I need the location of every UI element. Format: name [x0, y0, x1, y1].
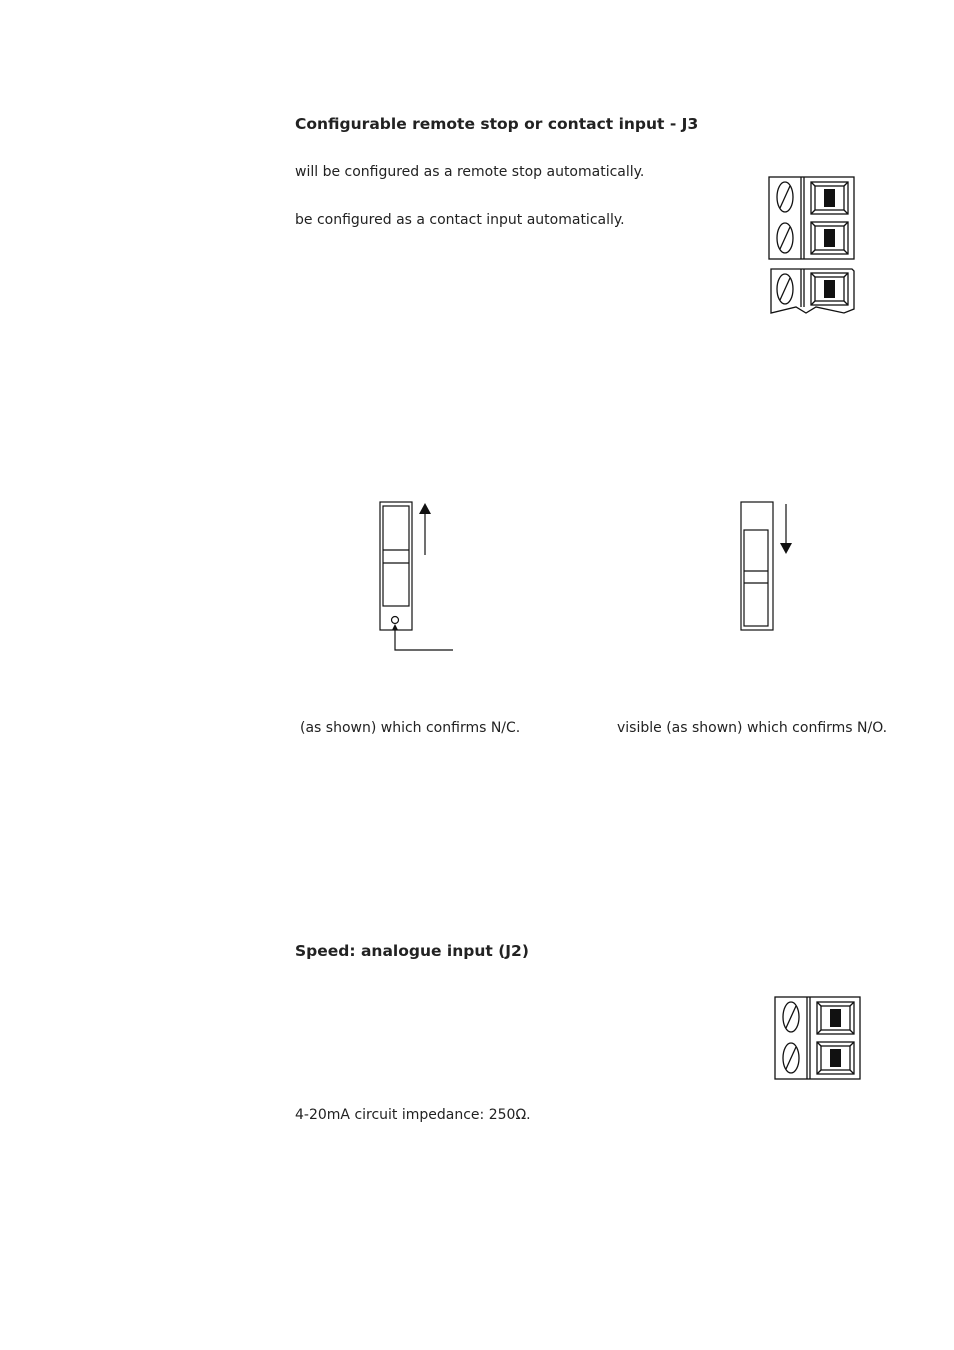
impedance-text: 4-20mA circuit impedance: 250Ω. — [295, 1107, 531, 1123]
remote-stop-text: will be configured as a remote stop automatically. — [295, 164, 645, 180]
terminal-block-j3-icon — [768, 176, 858, 316]
switch-nc-icon — [379, 500, 459, 655]
switch-no-icon — [740, 500, 800, 635]
switch-no-caption: visible (as shown) which confirms N/O. — [617, 720, 888, 736]
switch-nc-caption: (as shown) which confirms N/C. — [300, 720, 521, 736]
section-heading-j3: Configurable remote stop or contact input - J3 — [295, 115, 699, 133]
section-heading-j2: Speed: analogue input (J2) — [295, 942, 529, 960]
terminal-block-j2-icon — [774, 996, 864, 1084]
contact-input-text: be configured as a contact input automatically. — [295, 212, 625, 228]
